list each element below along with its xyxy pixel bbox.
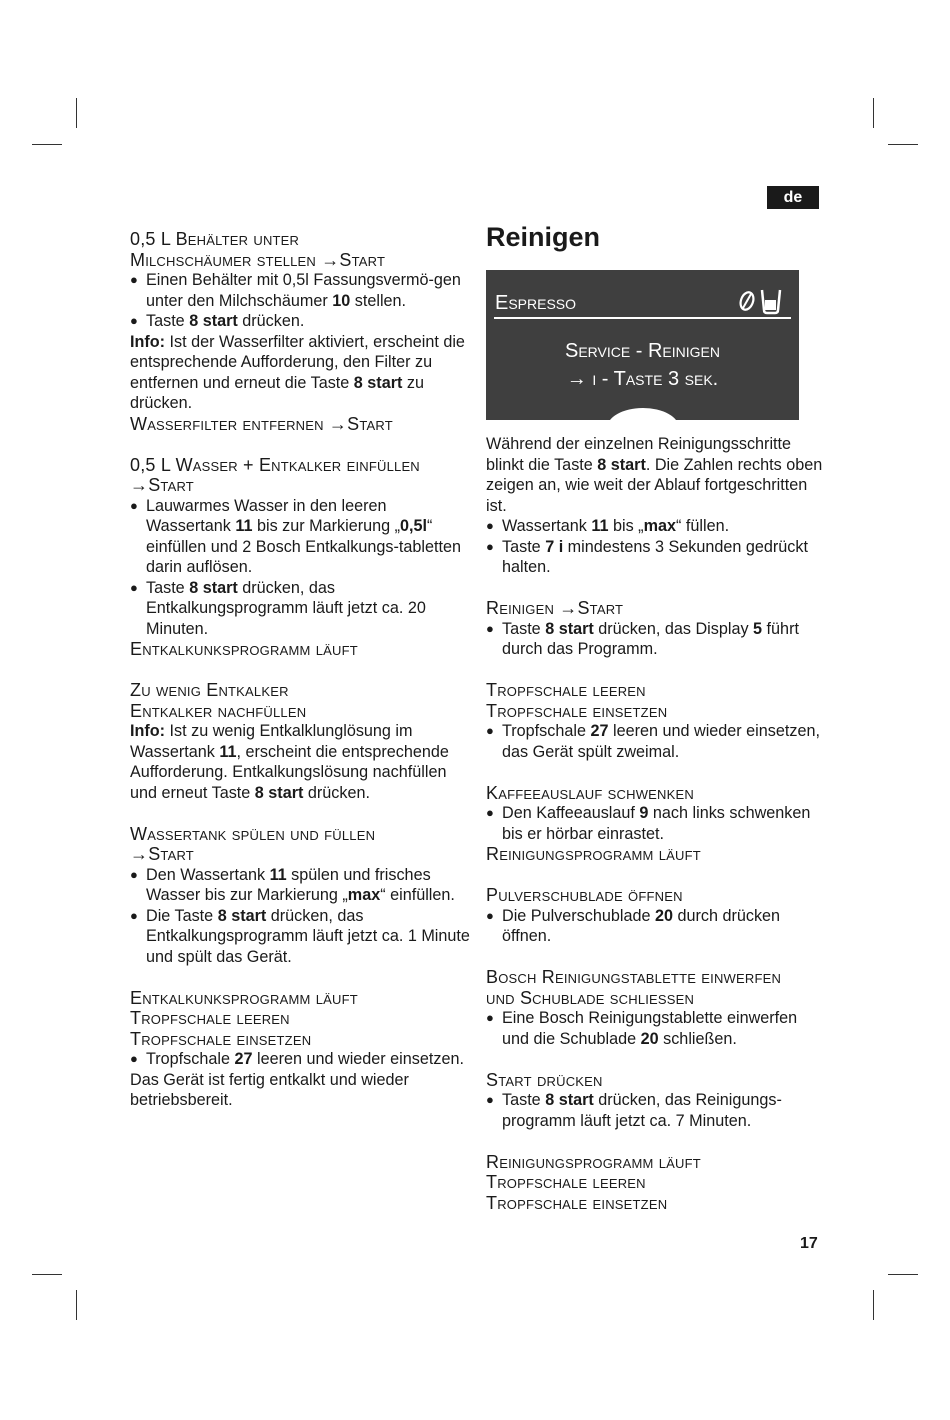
display-title: Espresso	[495, 292, 577, 314]
section-heading: Bosch Reinigungstablette einwerfen	[486, 967, 782, 987]
page-title: Reinigen	[486, 222, 601, 252]
language-tag: de	[767, 186, 819, 209]
section-heading: Tropfschale einsetzen	[130, 1028, 312, 1049]
section-heading: Zu wenig Entkalker	[130, 680, 289, 700]
section-heading: Reinigungsprogramm läuft	[486, 844, 701, 864]
info-paragraph: Info: Ist zu wenig Entkalklunglösung im Wassertank 11, erscheint die entsprechende Aufforderung. Entkalkungslösung nachfüllen und erneut Taste 8 start drücken.	[130, 722, 449, 802]
bullet-list	[486, 1090, 826, 1131]
crop-mark	[888, 1274, 918, 1275]
list-item: ● Den Wassertank 11 spülen und frisches Wasser bis zur Markierung „max“ einfüllen.	[130, 865, 470, 906]
bullet-list	[486, 803, 826, 844]
left-column	[130, 229, 470, 1111]
list-item: ● Taste 8 start drücken, das Entkalkungsprogramm läuft jetzt ca. 20 Minuten.	[130, 578, 470, 640]
bean-cup-icon	[738, 286, 784, 321]
display-message: → i - Taste 3 sek.	[566, 368, 719, 390]
section-heading: →Start	[130, 844, 194, 864]
crop-mark	[873, 1290, 874, 1320]
section-heading: Tropfschale einsetzen	[486, 700, 668, 721]
list-item: ● Lauwarmes Wasser in den leeren Wassertank 11 bis zur Markierung „0,5l“ einfüllen und 2 Bosch Entkalkungs-tabletten darin auflösen.	[130, 496, 470, 578]
list-item: ● Wassertank 11 bis „max“ füllen.	[486, 516, 826, 537]
bullet-list	[130, 865, 470, 968]
section-heading: Tropfschale einsetzen	[486, 1192, 668, 1213]
display-divider	[494, 317, 791, 319]
section-heading: Entkalkunksprogramm läuft	[130, 639, 358, 659]
section-heading: Wassertank spülen und füllen	[130, 823, 376, 844]
list-item: ● Taste 8 start drücken, das Reinigungs-programm läuft jetzt ca. 7 Minuten.	[486, 1090, 826, 1131]
section-heading: Pulverschublade öffnen	[486, 885, 683, 905]
section-heading: und Schublade schliessen	[486, 987, 695, 1008]
rotary-knob	[607, 408, 679, 420]
list-item: ● Taste 8 start drücken, das Display 5 führt durch das Programm.	[486, 619, 826, 660]
section-heading: Wasserfilter entfernen →Start	[130, 413, 393, 434]
list-item: ● Die Pulverschublade 20 durch drücken öffnen.	[486, 906, 826, 947]
final-paragraph: Das Gerät ist fertig entkalkt und wieder betriebsbereit.	[130, 1070, 409, 1109]
list-item: ● Taste 8 start drücken.	[130, 311, 470, 332]
bullet-list	[130, 496, 470, 640]
section-heading: 0,5 L Wasser + Entkalker einfüllen	[130, 454, 420, 475]
list-item: ● Einen Behälter mit 0,5l Fassungsvermö-gen unter den Milchschäumer 10 stellen.	[130, 270, 470, 311]
section-heading: Entkalker nachfüllen	[130, 700, 307, 721]
list-item: ● Tropfschale 27 leeren und wieder einsetzen, das Gerät spült zweimal.	[486, 721, 826, 762]
bullet-list	[130, 270, 470, 332]
list-item: ● Taste 7 i mindestens 3 Sekunden gedrückt halten.	[486, 537, 826, 578]
list-item: ● Tropfschale 27 leeren und wieder einsetzen.	[130, 1049, 470, 1070]
bullet-list	[486, 516, 826, 578]
section-heading: 0,5 L Behälter unter	[130, 229, 300, 249]
intro-paragraph: Während der einzelnen Reinigungsschritte blinkt die Taste 8 start. Die Zahlen rechts oben zeigen an, wie weit der Ablauf fortgeschritten ist.	[486, 435, 823, 515]
section-heading: Tropfschale leeren	[486, 680, 646, 700]
section-heading: Milchschäumer stellen →Start	[130, 249, 386, 270]
page-number: 17	[800, 1235, 818, 1252]
section-heading: Start drücken	[486, 1069, 603, 1090]
bullet-list	[486, 906, 826, 947]
display-message: Service - Reinigen	[565, 340, 720, 362]
crop-mark	[888, 144, 918, 145]
bullet-list	[130, 1049, 470, 1070]
list-item: ● Den Kaffeeauslauf 9 nach links schwenken bis er hörbar einrastet.	[486, 803, 826, 844]
section-heading: Tropfschale leeren	[486, 1172, 646, 1192]
bullet-list	[486, 1008, 826, 1049]
section-heading: Kaffeeauslauf schwenken	[486, 782, 694, 803]
crop-mark	[76, 1290, 77, 1320]
section-heading: Tropfschale leeren	[130, 1008, 290, 1028]
list-item: ● Eine Bosch Reinigungstablette einwerfen und die Schublade 20 schließen.	[486, 1008, 826, 1049]
bullet-list	[486, 619, 826, 660]
crop-mark	[76, 98, 77, 128]
crop-mark	[32, 144, 62, 145]
crop-mark	[873, 98, 874, 128]
crop-mark	[32, 1274, 62, 1275]
list-item: ● Die Taste 8 start drücken, das Entkalkungsprogramm läuft jetzt ca. 1 Minute und spült das Gerät.	[130, 906, 470, 968]
right-column	[486, 434, 826, 1213]
display-panel	[486, 270, 799, 420]
section-heading: →Start	[130, 475, 194, 495]
section-heading: Reinigungsprogramm läuft	[486, 1151, 701, 1172]
section-heading: Entkalkunksprogramm läuft	[130, 987, 358, 1008]
bullet-list	[486, 721, 826, 762]
info-paragraph: Info: Ist der Wasserfilter aktiviert, erscheint die entsprechende Aufforderung, den Filter zu entfernen und erneut die Taste 8 start zu drücken.	[130, 332, 465, 412]
section-heading: Reinigen →Start	[486, 598, 624, 618]
